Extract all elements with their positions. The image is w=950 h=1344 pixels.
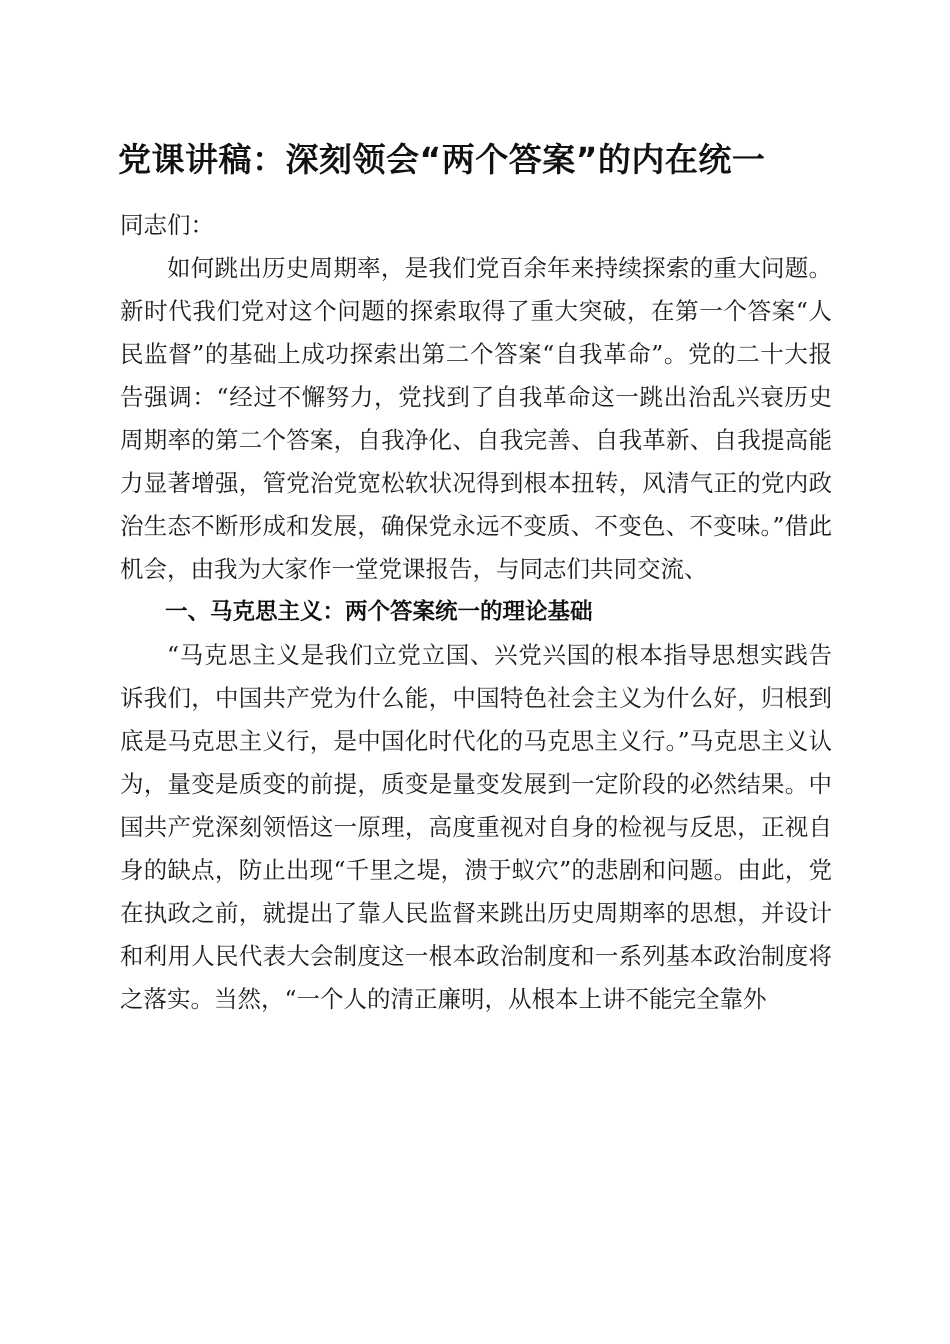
salutation: 同志们： (120, 211, 214, 239)
section-1-paragraph: “马克思主义是我们立党立国、兴党兴国的根本指导思想实践告诉我们，中国共产党为什么能，中国特色社会主义为什么好，归根到底是马克思主义行，是中国化时代化的马克思主义行。”马克思主义认为，量变是质变的前提，质变是量变发展到一定阶段的必然结果。中国共产党深刻领悟这一原理，高度重视对自身的检视与反思，正视自身的缺点，防止出现“千里之堤，溃于蚁穴”的悲剧和问题。由此，党在执政之前，就提出了靠人民监督来跳出历史周期率的思想，并设计和利用人民代表大会制度这一根本政治制度和一系列基本政治制度将之落实。当然，“一个人的清正廉明，从根本上讲不能完全靠外 (120, 641, 832, 1013)
intro-paragraph: 如何跳出历史周期率，是我们党百余年来持续探索的重大问题。新时代我们党对这个问题的探索取得了重大突破，在第一个答案“人民监督”的基础上成功探索出第二个答案“自我革命”。党的二十大报告强调：“经过不懈努力，党找到了自我革命这一跳出治乱兴衰历史周期率的第二个答案，自我净化、自我完善、自我革新、自我提高能力显著增强，管党治党宽松软状况得到根本扭转，风清气正的党内政治生态不断形成和发展，确保党永远不变质、不变色、不变味。”借此机会，由我为大家作一堂党课报告，与同志们共同交流、 (120, 254, 832, 583)
document-body (120, 204, 832, 1021)
section-heading-1: 一、马克思主义：两个答案统一的理论基础 (165, 599, 593, 625)
document-title: 党课讲稿：深刻领会“两个答案”的内在统一 (118, 140, 766, 179)
